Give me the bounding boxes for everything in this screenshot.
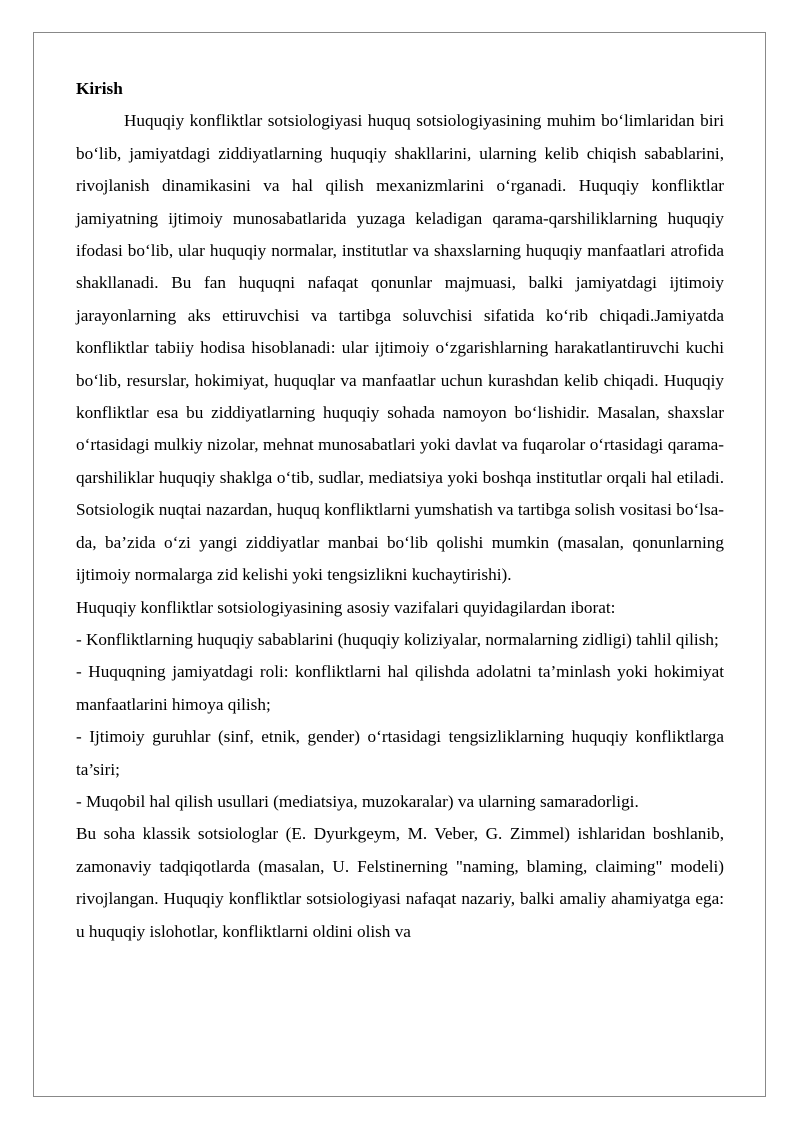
history-paragraph: Bu soha klassik sotsiologlar (E. Dyurkgeym, M. Veber, G. Zimmel) ishlaridan boshlanib, zamonaviy tadqiqotlarda (masalan, U. Felstinerning "naming, blaming, claiming" modeli) rivojlangan. Huquqiy konfliktlar sotsiologiyasi nafaqat nazariy, balki amaliy ahamiyatga ega: u huquqiy islohotlar, konfliktlarni oldini olish va: [76, 824, 724, 941]
task-item-alternative-methods: - Muqobil hal qilish usullari (mediatsiya, muzokaralar) va ularning samaradorligi.: [76, 791, 639, 811]
section-heading: Kirish: [76, 79, 123, 98]
intro-paragraph: Huquqiy konfliktlar sotsiologiyasi huquq sotsiologiyasining muhim bo‘limlaridan biri bo‘lib, jamiyatdagi ziddiyatlarning huquqiy shakllarini, ularning kelib chiqish sabablarini, rivojlanish dinamikasini va hal qilish mexanizmlarini o‘rganadi. Huquqiy konfliktlar jamiyatning ijtimoiy munosabatlarida yuzaga keladigan qarama-qarshiliklarning huquqiy ifodasi bo‘lib, ular huquqiy normalar, institutlar va shaxslarning huquqiy manfaatlari atrofida shakllanadi. Bu fan huquqni nafaqat qonunlar majmuasi, balki jamiyatdagi ijtimoiy jarayonlarning aks ettiruvchisi va tartibga soluvchisi sifatida ko‘rib chiqadi.Jamiyatda konfliktlar tabiiy hodisa hisoblanadi: ular ijtimoiy o‘zgarishlarning harakatlantiruvchi kuchi bo‘lib, resurslar, hokimiyat, huquqlar va manfaatlar uchun kurashdan kelib chiqadi. Huquqiy konfliktlar esa bu ziddiyatlarning huquqiy sohada namoyon bo‘lishidir. Masalan, shaxslar o‘rtasidagi mulkiy nizolar, mehnat munosabatlari yoki davlat va fuqarolar o‘rtasidagi qarama-qarshiliklar huquqiy shaklga o‘tib, sudlar, mediatsiya yoki boshqa institutlar orqali hal etiladi. Sotsiologik nuqtai nazardan, huquq konfliktlarni yumshatish va tartibga solish vositasi bo‘lsa-da, ba’zida o‘zi yangi ziddiyatlar manbai bo‘lib qolishi mumkin (masalan, qonunlarning ijtimoiy normalarga zid kelishi yoki tengsizlikni kuchaytirishi).: [76, 111, 724, 585]
task-item-causes: - Konfliktlarning huquqiy sabablarini (huquqiy koliziyalar, normalarning zidligi) tahlil qilish;: [76, 629, 719, 649]
task-item-inequality: - Ijtimoiy guruhlar (sinf, etnik, gender) o‘rtasidagi tengsizliklarning huquqiy konfliktlarga ta’siri;: [76, 727, 724, 779]
tasks-intro-paragraph: Huquqiy konfliktlar sotsiologiyasining asosiy vazifalari quyidagilardan iborat:: [76, 597, 616, 617]
document-body: [76, 73, 724, 948]
task-item-role-of-law: - Huquqning jamiyatdagi roli: konfliktlarni hal qilishda adolatni ta’minlash yoki hokimiyat manfaatlarini himoya qilish;: [76, 662, 724, 714]
